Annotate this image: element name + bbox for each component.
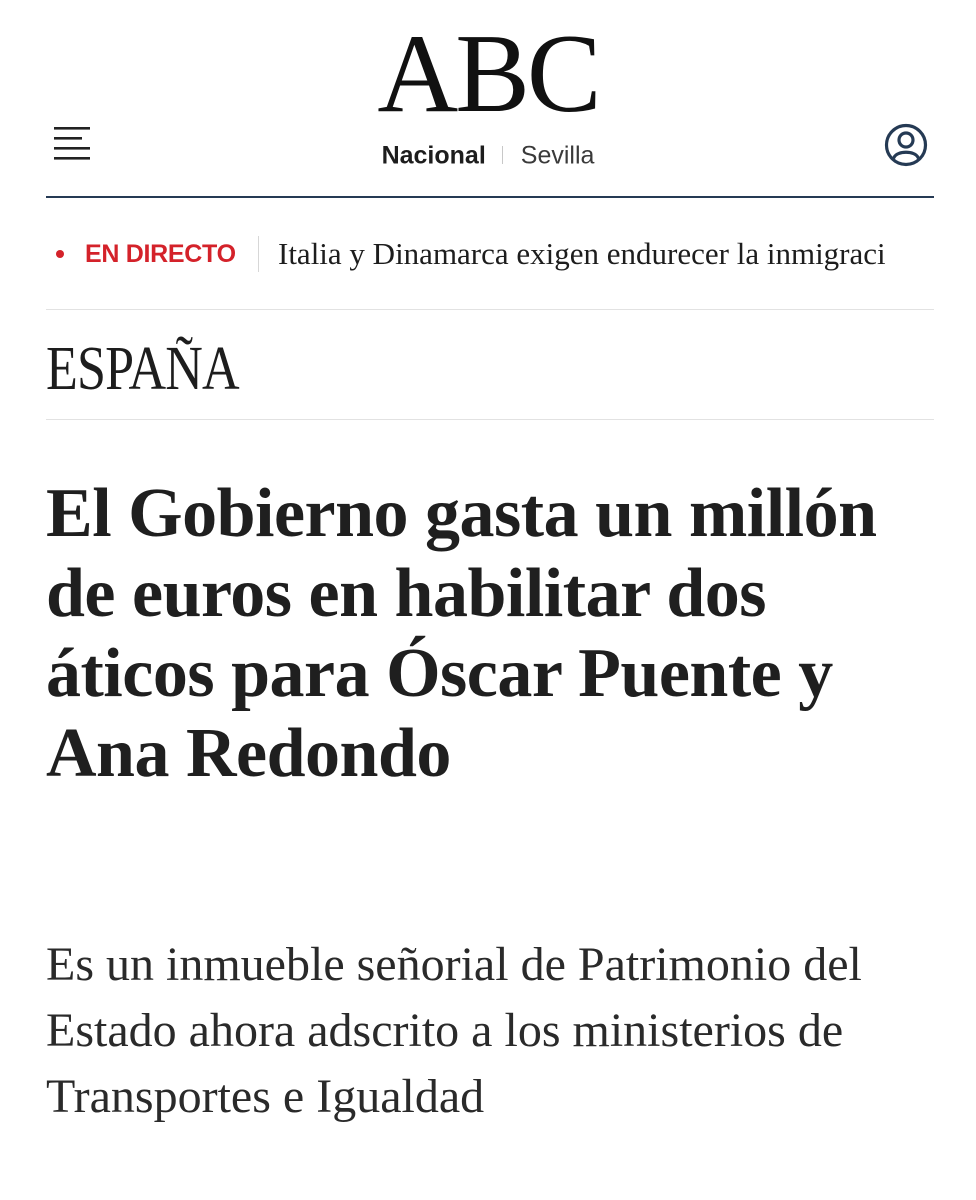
live-ticker <box>46 232 976 276</box>
section-divider-top <box>46 309 934 310</box>
article-subtitle: Es un inmueble señorial de Patrimonio del Estado ahora adscrito a los ministerios de Transportes e Igualdad <box>46 938 862 1123</box>
live-dot-icon <box>56 250 64 258</box>
abc-logo[interactable]: ABC <box>377 12 599 136</box>
live-separator <box>258 236 259 272</box>
edition-link-sevilla[interactable]: Sevilla <box>520 141 595 170</box>
user-account-button[interactable] <box>884 123 928 167</box>
edition-nav <box>0 138 976 171</box>
live-label: EN DIRECTO <box>85 240 236 268</box>
user-account-icon <box>884 123 928 167</box>
edition-separator <box>502 146 503 164</box>
article-headline: El Gobierno gasta un millón de euros en habilitar dos áticos para Óscar Puente y Ana Redondo <box>46 475 877 792</box>
header-divider <box>46 196 934 198</box>
live-headline-link[interactable]: Italia y Dinamarca exigen endurecer la inmigraci <box>278 236 886 271</box>
section-divider-bottom <box>46 419 934 420</box>
section-title[interactable]: ESPAÑA <box>46 335 239 403</box>
edition-link-nacional[interactable]: Nacional <box>381 141 486 170</box>
